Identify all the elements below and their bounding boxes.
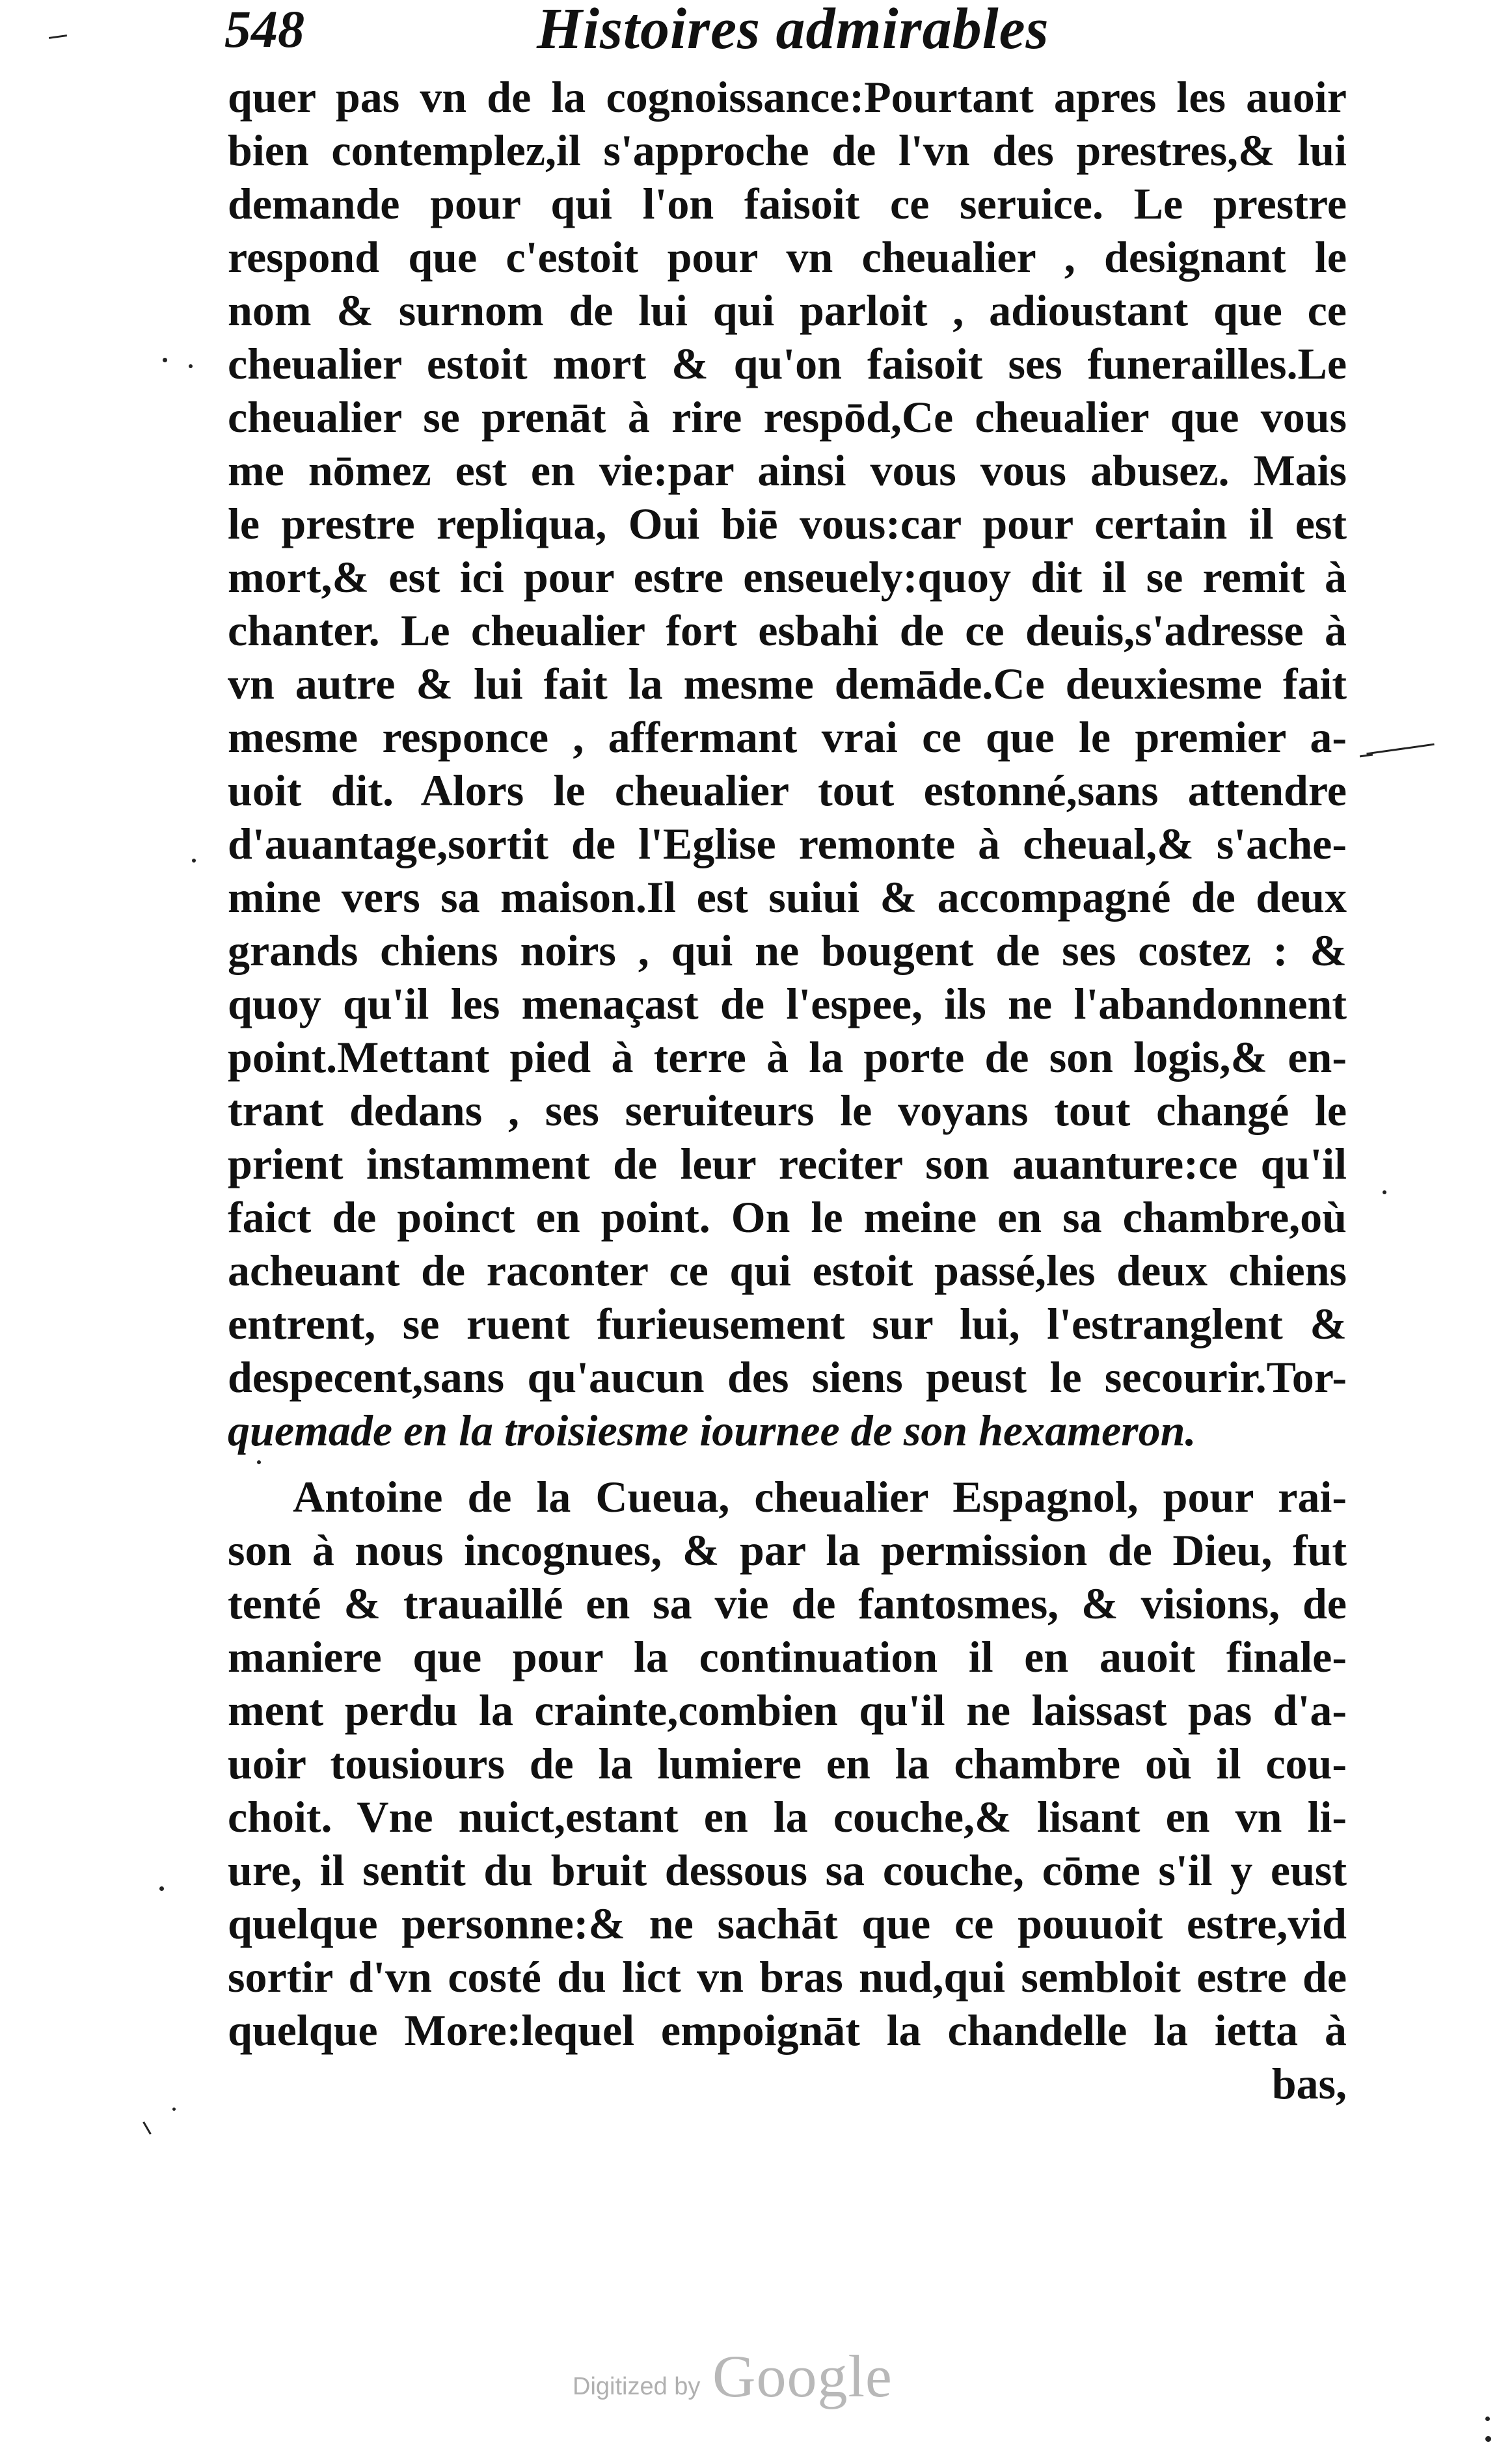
text-line: bien contemplez,il s'approche de l'vn des prestres,& lui bbox=[228, 126, 1347, 175]
watermark-prefix: Digitized by bbox=[573, 2373, 701, 2400]
text-line: entrent, se ruent furieusement sur lui, l'estranglent & bbox=[228, 1299, 1347, 1348]
paragraph-2 bbox=[228, 1470, 1347, 2110]
text-line: sortir d'vn costé du lict vn bras nud,qui sembloit estre de bbox=[228, 1952, 1347, 2002]
running-title: Histoires admirables bbox=[537, 0, 1049, 61]
text-line: maniere que pour la continuation il en auoit finale- bbox=[228, 1632, 1347, 1681]
text-line: tenté & trauaillé en sa vie de fantosmes, & visions, de bbox=[228, 1579, 1347, 1628]
scan-mark bbox=[142, 2121, 152, 2135]
text-line: son à nous incognues, & par la permission de Dieu, fut bbox=[228, 1525, 1347, 1575]
text-line: grands chiens noirs , qui ne bougent de ses costez : & bbox=[228, 926, 1347, 975]
scan-speck bbox=[1485, 2436, 1491, 2442]
text-line: vn autre & lui fait la mesme demāde.Ce deuxiesme fait bbox=[228, 659, 1347, 708]
text-line: despecent,sans qu'aucun des siens peust le secourir.Tor- bbox=[228, 1352, 1347, 1402]
scan-mark bbox=[49, 34, 67, 39]
scan-speck bbox=[192, 859, 196, 863]
page-header bbox=[224, 0, 1350, 72]
text-line: cheualier se prenāt à rire respōd,Ce cheualier que vous bbox=[228, 392, 1347, 442]
text-line: cheualier estoit mort & qu'on faisoit ses funerailles.Le bbox=[228, 339, 1347, 388]
text-line: uoir tousiours de la lumiere en la chambre où il cou- bbox=[228, 1739, 1347, 1788]
scan-mark bbox=[1366, 743, 1434, 755]
paragraph-1 bbox=[228, 70, 1347, 1457]
scan-speck bbox=[257, 1460, 261, 1464]
text-line: Antoine de la Cueua, cheualier Espagnol, pour rai- bbox=[293, 1472, 1347, 1521]
source-citation: quemade en la troisiesme iournee de son hexameron. bbox=[228, 1406, 1196, 1455]
text-line: quoy qu'il les menaçast de l'espee, ils ne l'abandonnent bbox=[228, 979, 1347, 1028]
google-logo: Google bbox=[712, 2343, 893, 2409]
scan-speck bbox=[1485, 2417, 1490, 2421]
page-number: 548 bbox=[224, 0, 304, 59]
text-line: mesme responce , affermant vrai ce que le premier a- bbox=[228, 712, 1347, 762]
text-line: le prestre repliqua, Oui biē vous:car pour certain il est bbox=[228, 499, 1347, 548]
text-line: quelque More:lequel empoignāt la chandelle la ietta à bbox=[228, 2005, 1347, 2055]
text-line: nom & surnom de lui qui parloit , adioustant que ce bbox=[228, 286, 1347, 335]
scan-speck bbox=[172, 2108, 176, 2111]
text-line: point.Mettant pied à terre à la porte de son logis,& en- bbox=[228, 1032, 1347, 1082]
scan-speck bbox=[189, 364, 193, 368]
text-line: quelque personne:& ne sachāt que ce pouuoit estre,vid bbox=[228, 1899, 1347, 1948]
text-line: ure, il sentit du bruit dessous sa couche, cōme s'il y eust bbox=[228, 1845, 1347, 1895]
catchword: bas, bbox=[1271, 2059, 1347, 2108]
text-line: quer pas vn de la cognoissance:Pourtant apres les auoir bbox=[228, 72, 1347, 122]
text-line: faict de poinct en point. On le meine en sa chambre,où bbox=[228, 1192, 1347, 1242]
text-line: uoit dit. Alors le cheualier tout estonné,sans attendre bbox=[228, 766, 1347, 815]
text-line: d'auantage,sortit de l'Eglise remonte à cheual,& s'ache- bbox=[228, 819, 1347, 868]
text-line: mine vers sa maison.Il est suiui & accompagné de deux bbox=[228, 872, 1347, 922]
text-line: choit. Vne nuict,estant en la couche,& lisant en vn li- bbox=[228, 1792, 1347, 1841]
digitized-watermark bbox=[573, 2342, 937, 2413]
text-line: acheuant de raconter ce qui estoit passé,les deux chiens bbox=[228, 1246, 1347, 1295]
scan-mark bbox=[1360, 754, 1373, 758]
text-line: prient instamment de leur reciter son auanture:ce qu'il bbox=[228, 1139, 1347, 1188]
scan-speck bbox=[159, 1886, 164, 1891]
scan-speck bbox=[1383, 1190, 1386, 1194]
text-line: me nōmez est en vie:par ainsi vous vous abusez. Mais bbox=[228, 446, 1347, 495]
text-line: mort,& est ici pour estre enseuely:quoy dit il se remit à bbox=[228, 552, 1347, 602]
text-line: respond que c'estoit pour vn cheualier , designant le bbox=[228, 232, 1347, 282]
text-line: chanter. Le cheualier fort esbahi de ce deuis,s'adresse à bbox=[228, 606, 1347, 655]
text-line: trant dedans , ses seruiteurs le voyans tout changé le bbox=[228, 1086, 1347, 1135]
text-line: demande pour qui l'on faisoit ce seruice. Le prestre bbox=[228, 179, 1347, 228]
scan-speck bbox=[163, 358, 167, 362]
text-line: ment perdu la crainte,combien qu'il ne laissast pas d'a- bbox=[228, 1685, 1347, 1735]
